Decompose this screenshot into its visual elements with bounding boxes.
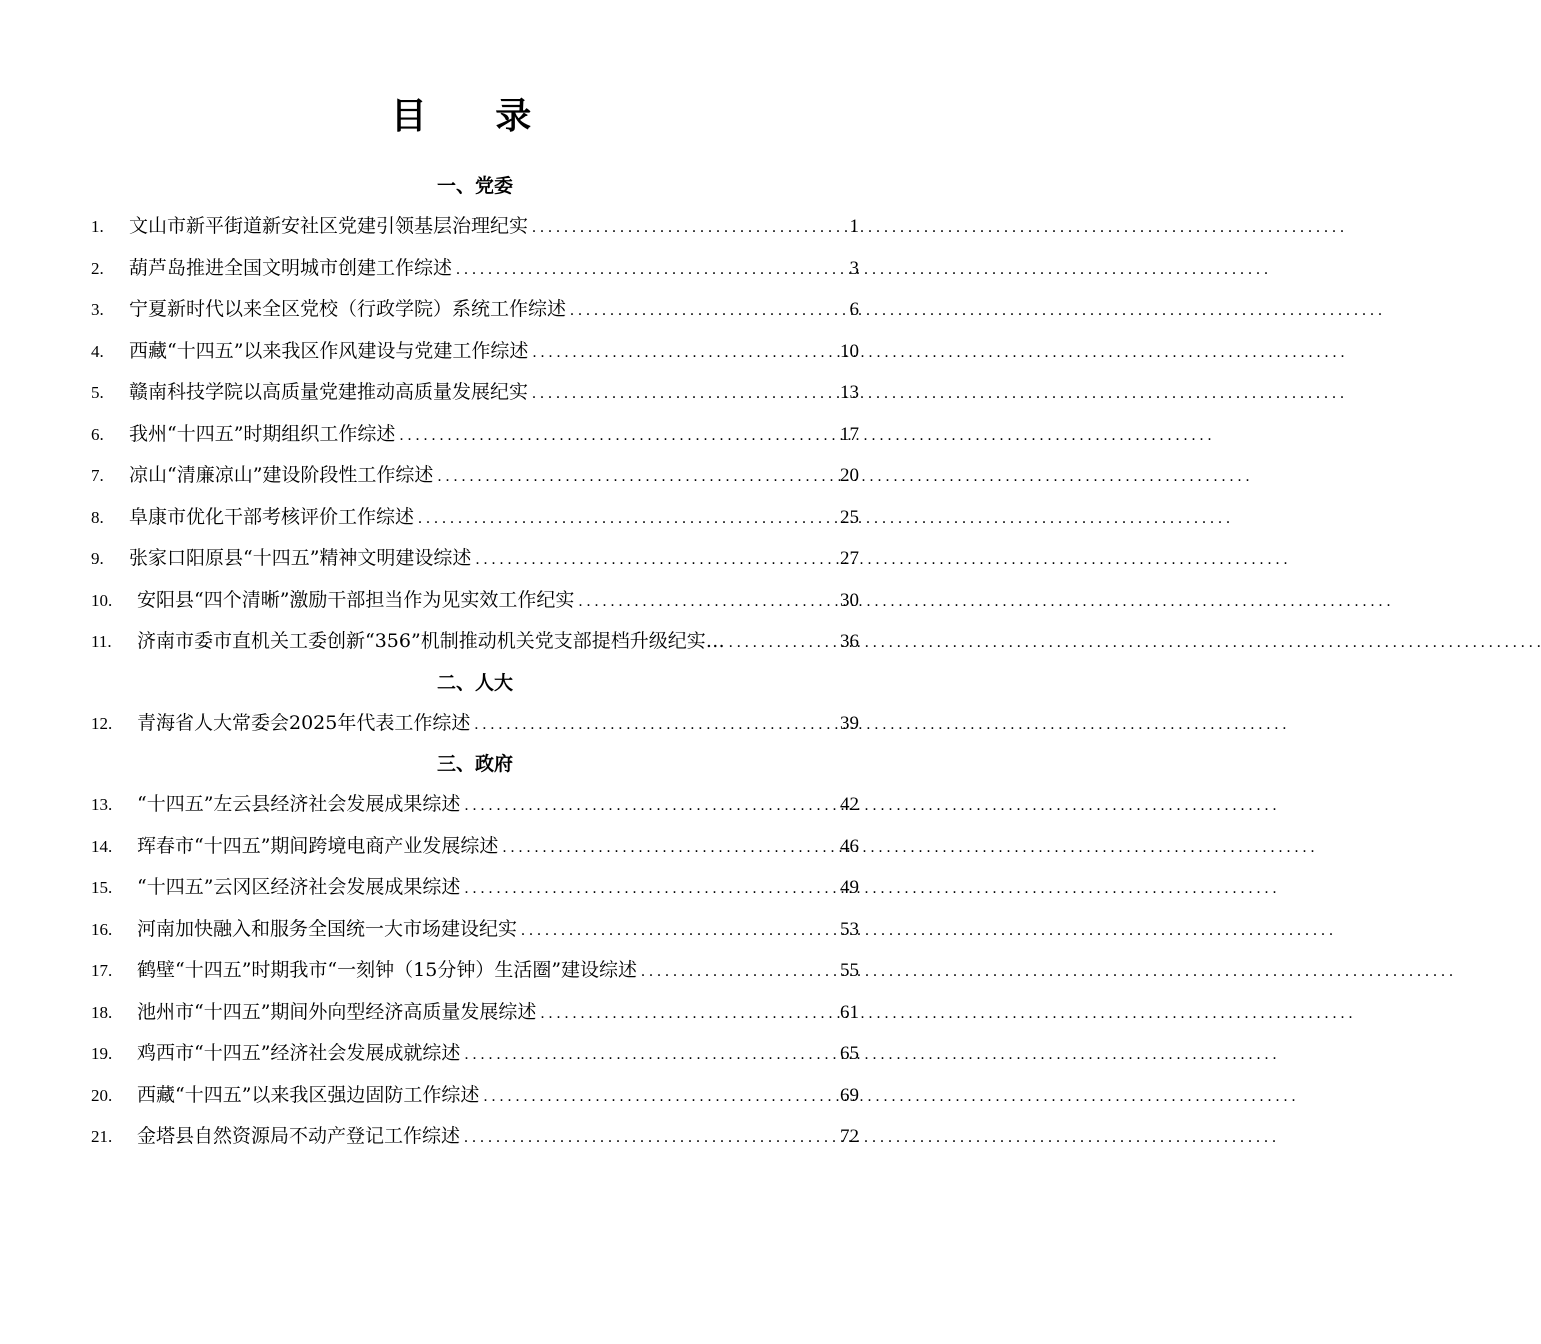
entry-number: 16. (91, 919, 113, 939)
entry-number: 15. (91, 878, 113, 897)
entry-number: 2. (91, 258, 104, 278)
section-heading: 二、人大 (436, 671, 513, 694)
entry-number: 6. (91, 424, 104, 444)
entry-title: 济南市委市直机关工委创新“356”机制推动机关党支部提档升级纪实… (137, 630, 725, 652)
entry-number: 20. (91, 1085, 113, 1105)
toc-entry[interactable] (91, 832, 859, 861)
entry-title: 西藏“十四五”以来我区强边固防工作综述 (137, 1083, 480, 1106)
toc-entry[interactable] (91, 254, 859, 283)
entry-page-number: 10 (840, 340, 859, 362)
entry-page-number: 42 (840, 794, 859, 815)
entry-number: 12. (91, 713, 113, 733)
dot-leader (532, 379, 836, 408)
entry-title: 珲春市“十四五”期间跨境电商产业发展综述 (137, 834, 499, 857)
entry-title: 文山市新平街道新安社区党建引领基层治理纪实 (129, 215, 529, 237)
dot-leader (570, 296, 845, 325)
entry-number: 17. (91, 961, 113, 980)
entry-page-number: 17 (840, 423, 859, 445)
entry-number: 1. (91, 217, 104, 236)
toc-entry[interactable] (91, 295, 859, 324)
entry-page-number: 36 (840, 631, 859, 652)
dot-leader (502, 833, 836, 862)
toc-entry[interactable] (91, 337, 859, 366)
toc-entry[interactable] (91, 1039, 859, 1068)
toc-entry[interactable] (91, 503, 859, 532)
entry-title: 鹤壁“十四五”时期我市“一刻钟（15分钟）生活圈”建设综述 (137, 959, 638, 981)
entry-title: 安阳县“四个清晰”激励干部担当作为见实效工作纪实 (137, 588, 575, 611)
dot-leader (532, 338, 836, 367)
entry-number: 9. (91, 549, 104, 568)
entry-number: 18. (91, 1002, 113, 1022)
toc-entry[interactable] (91, 544, 859, 573)
entry-number: 10. (91, 590, 113, 610)
dot-leader (464, 1040, 836, 1069)
entry-page-number: 39 (840, 712, 859, 734)
entry-title: 鸡西市“十四五”经济社会发展成就综述 (137, 1042, 461, 1064)
entry-title: 池州市“十四五”期间外向型经济高质量发展综述 (137, 1000, 537, 1023)
entry-number: 3. (91, 300, 104, 319)
entry-page-number: 25 (840, 506, 859, 528)
entry-title: 凉山“清廉凉山”建设阶段性工作综述 (129, 464, 434, 486)
toc-entry[interactable] (91, 790, 859, 819)
entry-title: 赣南科技学院以高质量党建推动高质量发展纪实 (129, 381, 529, 403)
dot-leader (578, 587, 836, 616)
entry-page-number: 6 (849, 299, 859, 320)
dot-leader (540, 999, 836, 1028)
dot-leader (464, 1123, 836, 1152)
entry-number: 19. (91, 1044, 113, 1063)
toc-entry[interactable] (91, 627, 859, 656)
entry-page-number: 53 (840, 918, 859, 940)
toc-entry[interactable] (91, 461, 859, 490)
entry-page-number: 27 (840, 548, 859, 569)
dot-leader (464, 874, 836, 903)
page-title: 目 录 (390, 95, 560, 137)
entry-page-number: 30 (840, 589, 859, 611)
entry-title: 西藏“十四五”以来我区作风建设与党建工作综述 (129, 339, 529, 362)
entry-title: 张家口阳原县“十四五”精神文明建设综述 (129, 547, 472, 569)
entry-title: 河南加快融入和服务全国统一大市场建设纪实 (137, 917, 518, 940)
dot-leader (521, 916, 836, 945)
dot-leader (729, 628, 836, 657)
entry-title: 金塔县自然资源局不动产登记工作综述 (137, 1125, 461, 1147)
dot-leader (483, 1082, 836, 1111)
entry-number: 8. (91, 507, 104, 527)
toc-entry[interactable] (91, 915, 859, 944)
dot-leader (456, 255, 845, 284)
entry-page-number: 46 (840, 835, 859, 857)
toc-entry[interactable] (91, 1081, 859, 1110)
toc-entry[interactable] (91, 586, 859, 615)
toc-entry[interactable] (91, 998, 859, 1027)
entry-page-number: 72 (840, 1126, 859, 1147)
toc-entry[interactable] (91, 956, 859, 985)
toc-entry[interactable] (91, 378, 859, 407)
entry-page-number: 13 (840, 382, 859, 403)
section-heading: 三、政府 (436, 753, 513, 775)
entry-title: “十四五”左云县经济社会发展成果综述 (137, 793, 461, 815)
entry-page-number: 69 (840, 1084, 859, 1106)
entry-title: “十四五”云冈区经济社会发展成果综述 (137, 876, 461, 898)
entry-number: 21. (91, 1127, 113, 1146)
toc-entry[interactable] (91, 212, 859, 241)
dot-leader (641, 957, 836, 986)
entry-number: 4. (91, 341, 104, 361)
toc-entry[interactable] (91, 873, 859, 902)
toc-entry[interactable] (91, 709, 859, 738)
entry-title: 阜康市优化干部考核评价工作综述 (129, 505, 415, 528)
entry-page-number: 49 (840, 877, 859, 898)
dot-leader (474, 710, 836, 739)
entry-title: 葫芦岛推进全国文明城市创建工作综述 (129, 256, 453, 279)
entry-title: 青海省人大常委会2025年代表工作综述 (137, 711, 471, 734)
entry-number: 7. (91, 466, 104, 485)
toc-entry[interactable] (91, 420, 859, 449)
toc-entry[interactable] (91, 1122, 859, 1151)
table-of-contents (91, 172, 859, 1164)
dot-leader (532, 213, 845, 242)
entry-page-number: 20 (840, 465, 859, 486)
dot-leader (437, 462, 836, 491)
entry-number: 14. (91, 836, 113, 856)
section-heading: 一、党委 (436, 175, 513, 197)
entry-number: 5. (91, 383, 104, 402)
entry-page-number: 1 (849, 216, 859, 237)
dot-leader (475, 545, 836, 574)
entry-number: 13. (91, 795, 113, 814)
dot-leader (418, 504, 836, 533)
entry-title: 宁夏新时代以来全区党校（行政学院）系统工作综述 (129, 298, 567, 320)
entry-page-number: 61 (840, 1001, 859, 1023)
dot-leader (464, 791, 836, 820)
entry-number: 11. (91, 632, 112, 651)
entry-page-number: 55 (840, 960, 859, 981)
entry-page-number: 3 (849, 257, 859, 279)
entry-page-number: 65 (840, 1043, 859, 1064)
dot-leader (399, 421, 836, 450)
entry-title: 我州“十四五”时期组织工作综述 (129, 422, 396, 445)
